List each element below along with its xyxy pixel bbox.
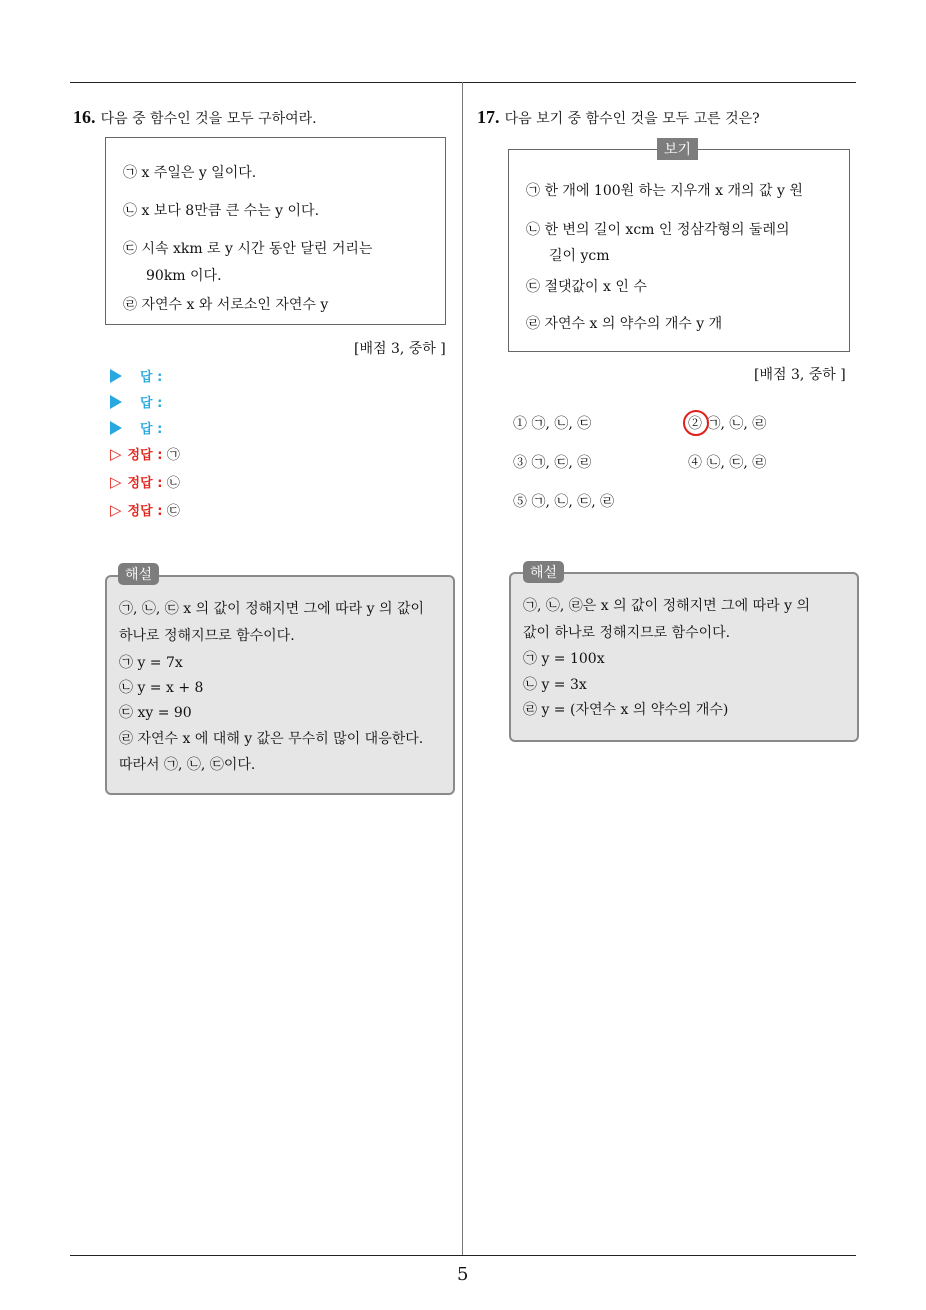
explanation-line: ㉠, ㉡, ㉣은 x 의 값이 정해지면 그에 따라 y 의 (523, 598, 811, 614)
play-arrow-icon (110, 369, 122, 383)
choice-5[interactable]: ⑤ ㉠, ㉡, ㉢, ㉣ (513, 494, 615, 510)
question-text: 다음 보기 중 함수인 것을 모두 고른 것은? (504, 111, 760, 127)
play-arrow-icon (110, 421, 122, 435)
correct-answer-row (110, 444, 180, 463)
explanation-line: ㉡ y = 3x (523, 677, 587, 693)
choice-1[interactable]: ① ㉠, ㉡, ㉢ (513, 416, 592, 432)
explanation-line: ㉡ y = x + 8 (119, 680, 204, 696)
play-arrow-icon (110, 395, 122, 409)
correct-label: 정답 : (127, 504, 163, 519)
page-number: 5 (457, 1264, 469, 1285)
correct-label: 정답 : (127, 448, 163, 463)
answer-prompt-row (110, 366, 162, 385)
explanation-line: 값이 하나로 정해지므로 함수이다. (523, 625, 731, 641)
condition-item: ㉡ x 보다 8만큼 큰 수는 y 이다. (123, 203, 320, 219)
bogi-item: ㉡ 한 변의 길이 xcm 인 정삼각형의 둘레의 (526, 222, 790, 238)
question-17-heading (477, 107, 760, 128)
condition-item: ㉣ 자연수 x 와 서로소인 자연수 y (123, 297, 329, 313)
explanation-line: 따라서 ㉠, ㉡, ㉢이다. (119, 757, 256, 773)
explanation-line: ㉣ 자연수 x 에 대해 y 값은 무수히 많이 대응한다. (119, 731, 424, 747)
correct-answer-row (110, 472, 180, 491)
bogi-tag: 보기 (657, 138, 698, 160)
explanation-line: 하나로 정해지므로 함수이다. (119, 628, 295, 644)
correct-answer: ㉢ (166, 504, 180, 519)
choice-2[interactable]: ② ㉠, ㉡, ㉣ (688, 416, 767, 432)
outline-arrow-icon: ▷ (110, 445, 122, 463)
explanation-box (509, 572, 859, 742)
column-divider (462, 82, 463, 1256)
explanation-line: ㉠ y = 7x (119, 655, 183, 671)
correct-label: 정답 : (127, 476, 163, 491)
explanation-line: ㉢ xy = 90 (119, 705, 192, 721)
explanation-line: ㉠, ㉡, ㉢ x 의 값이 정해지면 그에 따라 y 의 값이 (119, 601, 424, 617)
correct-answer-row (110, 500, 180, 519)
answer-prompt-row (110, 418, 162, 437)
answer-prompt: 답 : (140, 396, 163, 411)
explanation-line: ㉠ y = 100x (523, 651, 605, 667)
bottom-rule (70, 1255, 856, 1256)
question-number: 17. (477, 107, 500, 127)
top-rule (70, 82, 856, 83)
outline-arrow-icon: ▷ (110, 501, 122, 519)
explanation-tag: 해설 (523, 561, 564, 583)
choice-4[interactable]: ④ ㉡, ㉢, ㉣ (688, 455, 767, 471)
selected-answer-circle (683, 410, 709, 436)
answer-prompt: 답 : (140, 422, 163, 437)
score-label: [배점 3, 중하 ] (354, 341, 446, 357)
score-label: [배점 3, 중하 ] (754, 367, 846, 383)
answer-prompt: 답 : (140, 370, 163, 385)
question-text: 다음 중 함수인 것을 모두 구하여라. (100, 111, 317, 127)
correct-answer: ㉡ (166, 476, 180, 491)
outline-arrow-icon: ▷ (110, 473, 122, 491)
question-16-conditions-box (105, 137, 446, 325)
bogi-item: ㉢ 절댓값이 x 인 수 (526, 279, 647, 295)
answer-prompt-row (110, 392, 162, 411)
condition-item: ㉢ 시속 xkm 로 y 시간 동안 달린 거리는 (123, 241, 373, 257)
bogi-box (508, 149, 850, 352)
explanation-tag: 해설 (118, 563, 159, 585)
explanation-line: ㉣ y = (자연수 x 의 약수의 개수) (523, 702, 729, 718)
bogi-item: ㉠ 한 개에 100원 하는 지우개 x 개의 값 y 원 (526, 183, 803, 199)
bogi-item: ㉣ 자연수 x 의 약수의 개수 y 개 (526, 316, 723, 332)
explanation-box (105, 575, 455, 795)
bogi-item-continued: 길이 ycm (549, 248, 610, 264)
choice-3[interactable]: ③ ㉠, ㉢, ㉣ (513, 455, 592, 471)
correct-answer: ㉠ (166, 448, 180, 463)
condition-item: ㉠ x 주일은 y 일이다. (123, 165, 257, 181)
question-number: 16. (73, 107, 96, 127)
question-16-heading (73, 107, 317, 128)
condition-item-continued: 90km 이다. (146, 268, 222, 284)
